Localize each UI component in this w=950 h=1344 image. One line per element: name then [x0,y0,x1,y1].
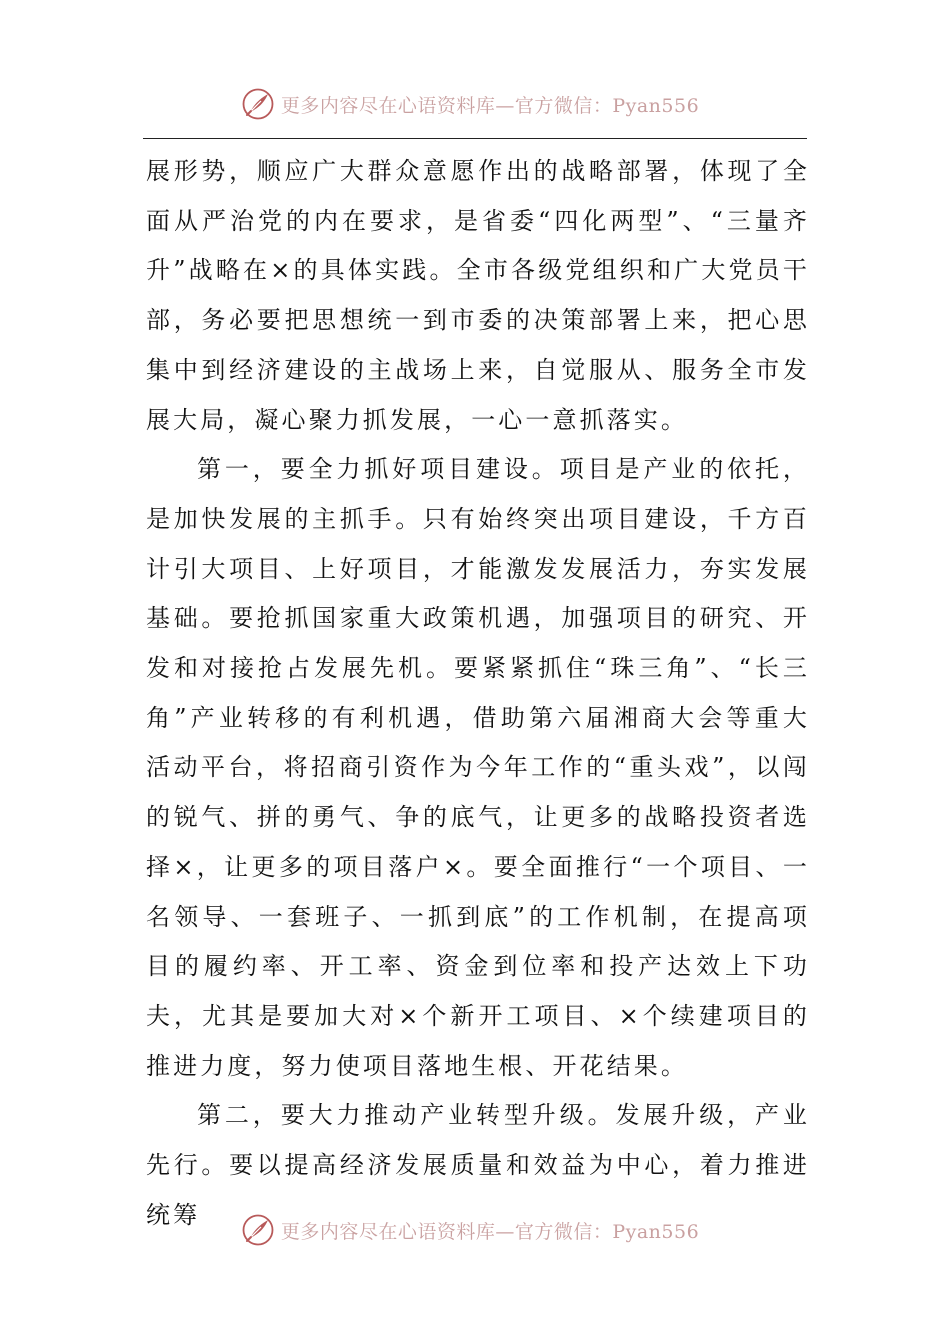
quill-pen-logo-icon [241,87,275,121]
document-body [146,147,810,1240]
body-paragraph-2: 第一，要全力抓好项目建设。项目是产业的依托，是加快发展的主抓手。只有始终突出项目建设，千方百计引大项目、上好项目，才能激发发展活力，夯实发展基础。要抢抓国家重大政策机遇，加强项目的研究、开发和对接抢占发展先机。要紧紧抓住“珠三角”、“长三角”产业转移的有利机遇，借助第六届湘商大会等重大活动平台，将招商引资作为今年工作的“重头戏”，以闯的锐气、拼的勇气、争的底气，让更多的战略投资者选择×，让更多的项目落户×。要全面推行“一个项目、一名领导、一套班子、一抓到底”的工作机制，在提高项目的履约率、开工率、资金到位率和投产达效上下功夫，尤其是要加大对×个新开工项目、×个续建项目的推进力度，努力使项目落地生根、开花结果。 [146,455,810,1080]
header-banner-content [241,87,699,121]
body-paragraph-3: 第二，要大力推动产业转型升级。发展升级，产业先行。要以提高经济发展质量和效益为中心，着力推进统筹 [146,1101,810,1229]
body-paragraph-1: 展形势，顺应广大群众意愿作出的战略部署，体现了全面从严治党的内在要求，是省委“四化两型”、“三量齐升”战略在×的具体实践。全市各级党组织和广大党员干部，务必要把思想统一到市委的决策部署上来，把心思集中到经济建设的主战场上来，自觉服从、服务全市发展大局，凝心聚力抓发展，一心一意抓落实。 [146,157,810,434]
header-divider [143,138,807,139]
footer-banner-content [241,1213,699,1247]
quill-pen-logo-icon [241,1213,275,1247]
header-banner [0,84,950,124]
header-banner-text: 更多内容尽在心语资料库—官方微信：Pyan556 [280,94,700,117]
footer-banner [0,1210,950,1250]
footer-banner-text: 更多内容尽在心语资料库—官方微信：Pyan556 [280,1220,700,1243]
